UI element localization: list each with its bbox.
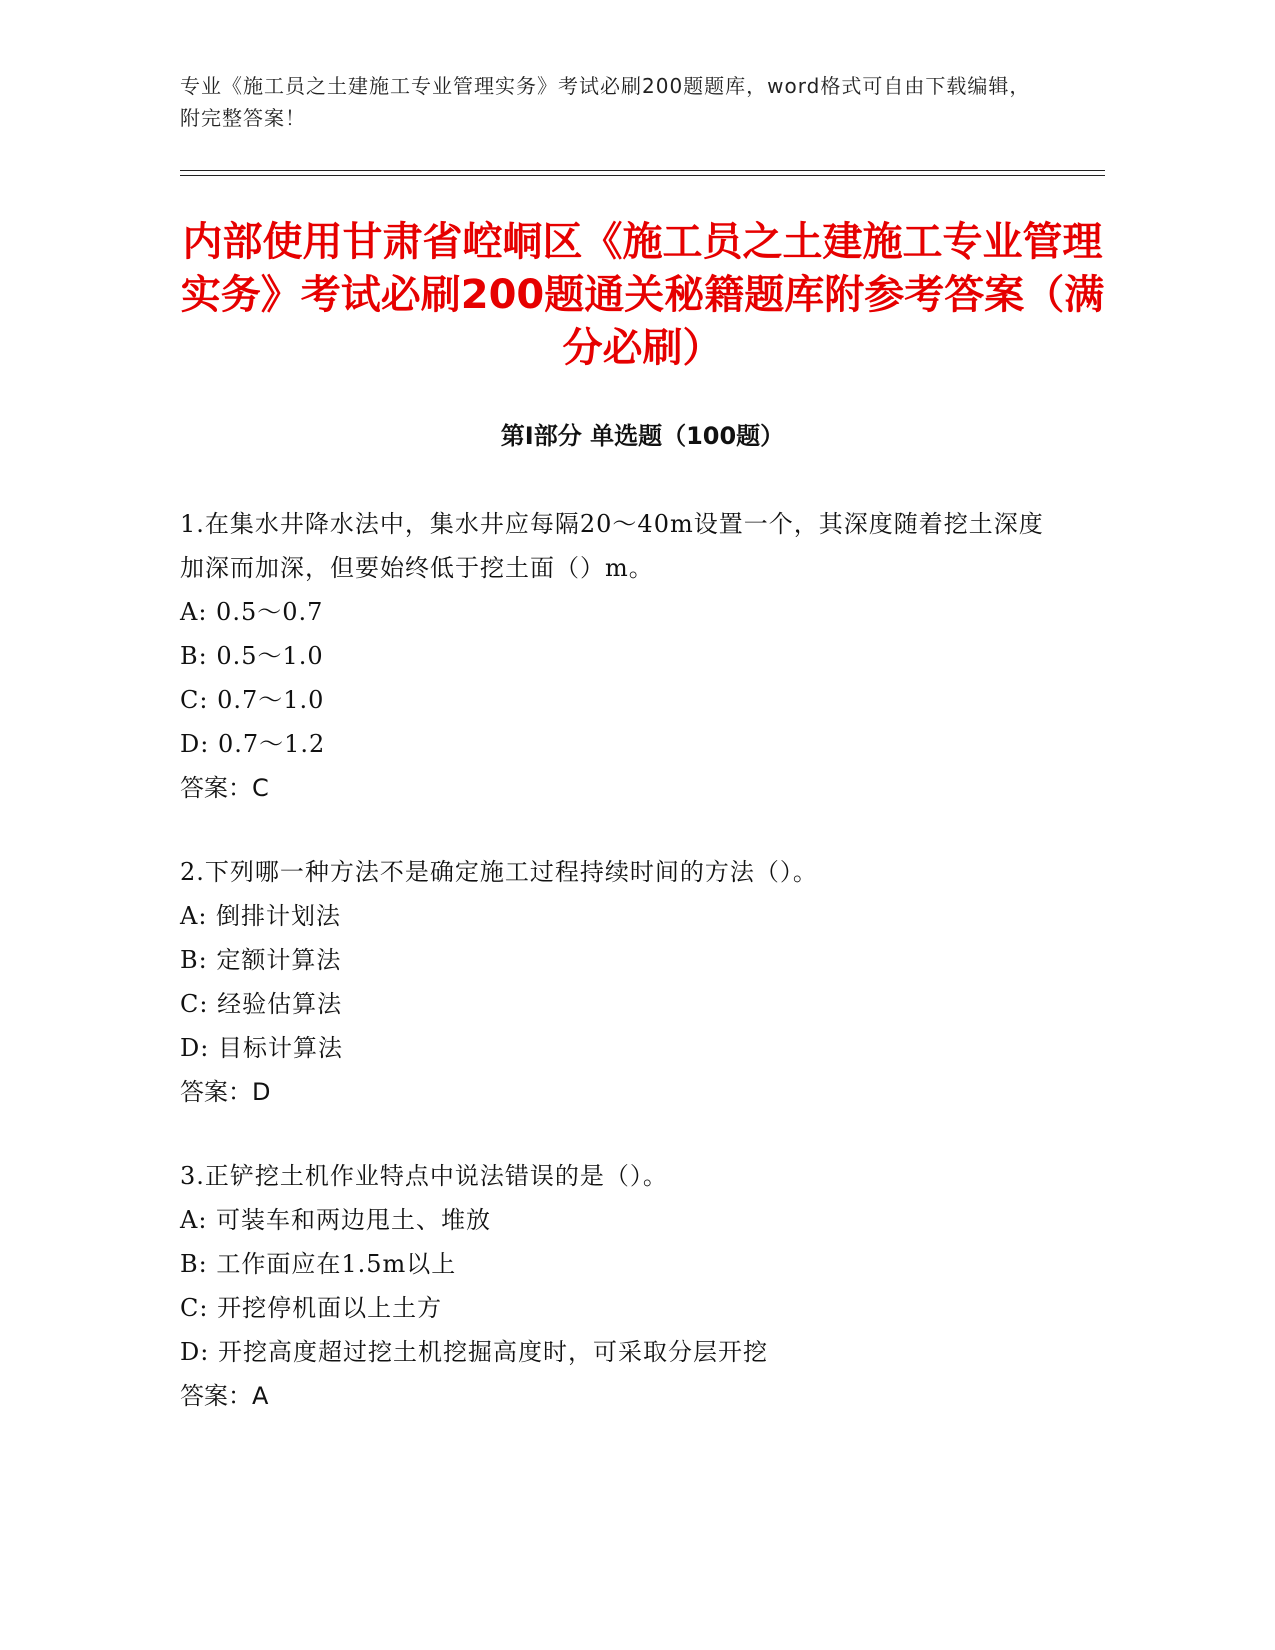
option-b: B: 0.5～1.0 [180, 642, 324, 670]
option-c: C: 0.7～1.0 [180, 686, 325, 714]
question-1 [180, 502, 1050, 810]
document-title: 内部使用甘肃省崆峒区《施工员之土建施工专业管理实务》考试必刷200题通关秘籍题库附参考答案（满分必刷） [180, 219, 1105, 371]
question-list [180, 502, 1050, 1458]
answer: 答案：D [180, 1078, 271, 1106]
answer: 答案：C [180, 774, 269, 802]
header-note: 专业《施工员之土建施工专业管理实务》考试必刷200题题库，word格式可自由下载编辑，附完整答案！ [180, 74, 1031, 130]
option-d: D: 目标计算法 [180, 1034, 343, 1062]
option-c: C: 经验估算法 [180, 990, 343, 1018]
answer: 答案：A [180, 1382, 269, 1410]
header-divider-bottom [180, 175, 1105, 176]
option-a: A: 倒排计划法 [180, 902, 342, 930]
question-stem: 3.正铲挖土机作业特点中说法错误的是（）。 [180, 1162, 668, 1190]
header-divider-top [180, 170, 1105, 171]
option-d: D: 开挖高度超过挖土机挖掘高度时，可采取分层开挖 [180, 1338, 768, 1366]
option-c: C: 开挖停机面以上土方 [180, 1294, 443, 1322]
option-a: A: 0.5～0.7 [180, 598, 324, 626]
option-d: D: 0.7～1.2 [180, 730, 326, 758]
option-a: A: 可装车和两边甩土、堆放 [180, 1206, 492, 1234]
option-b: B: 工作面应在1.5m以上 [180, 1250, 457, 1278]
question-stem: 2.下列哪一种方法不是确定施工过程持续时间的方法（）。 [180, 858, 818, 886]
question-3 [180, 1154, 1050, 1418]
section-title: 第Ⅰ部分 单选题（100题） [500, 422, 785, 450]
question-2 [180, 850, 1050, 1114]
question-stem: 1.在集水井降水法中，集水井应每隔20～40m设置一个，其深度随着挖土深度加深而加深，但要始终低于挖土面（）m。 [180, 510, 1044, 582]
option-b: B: 定额计算法 [180, 946, 342, 974]
